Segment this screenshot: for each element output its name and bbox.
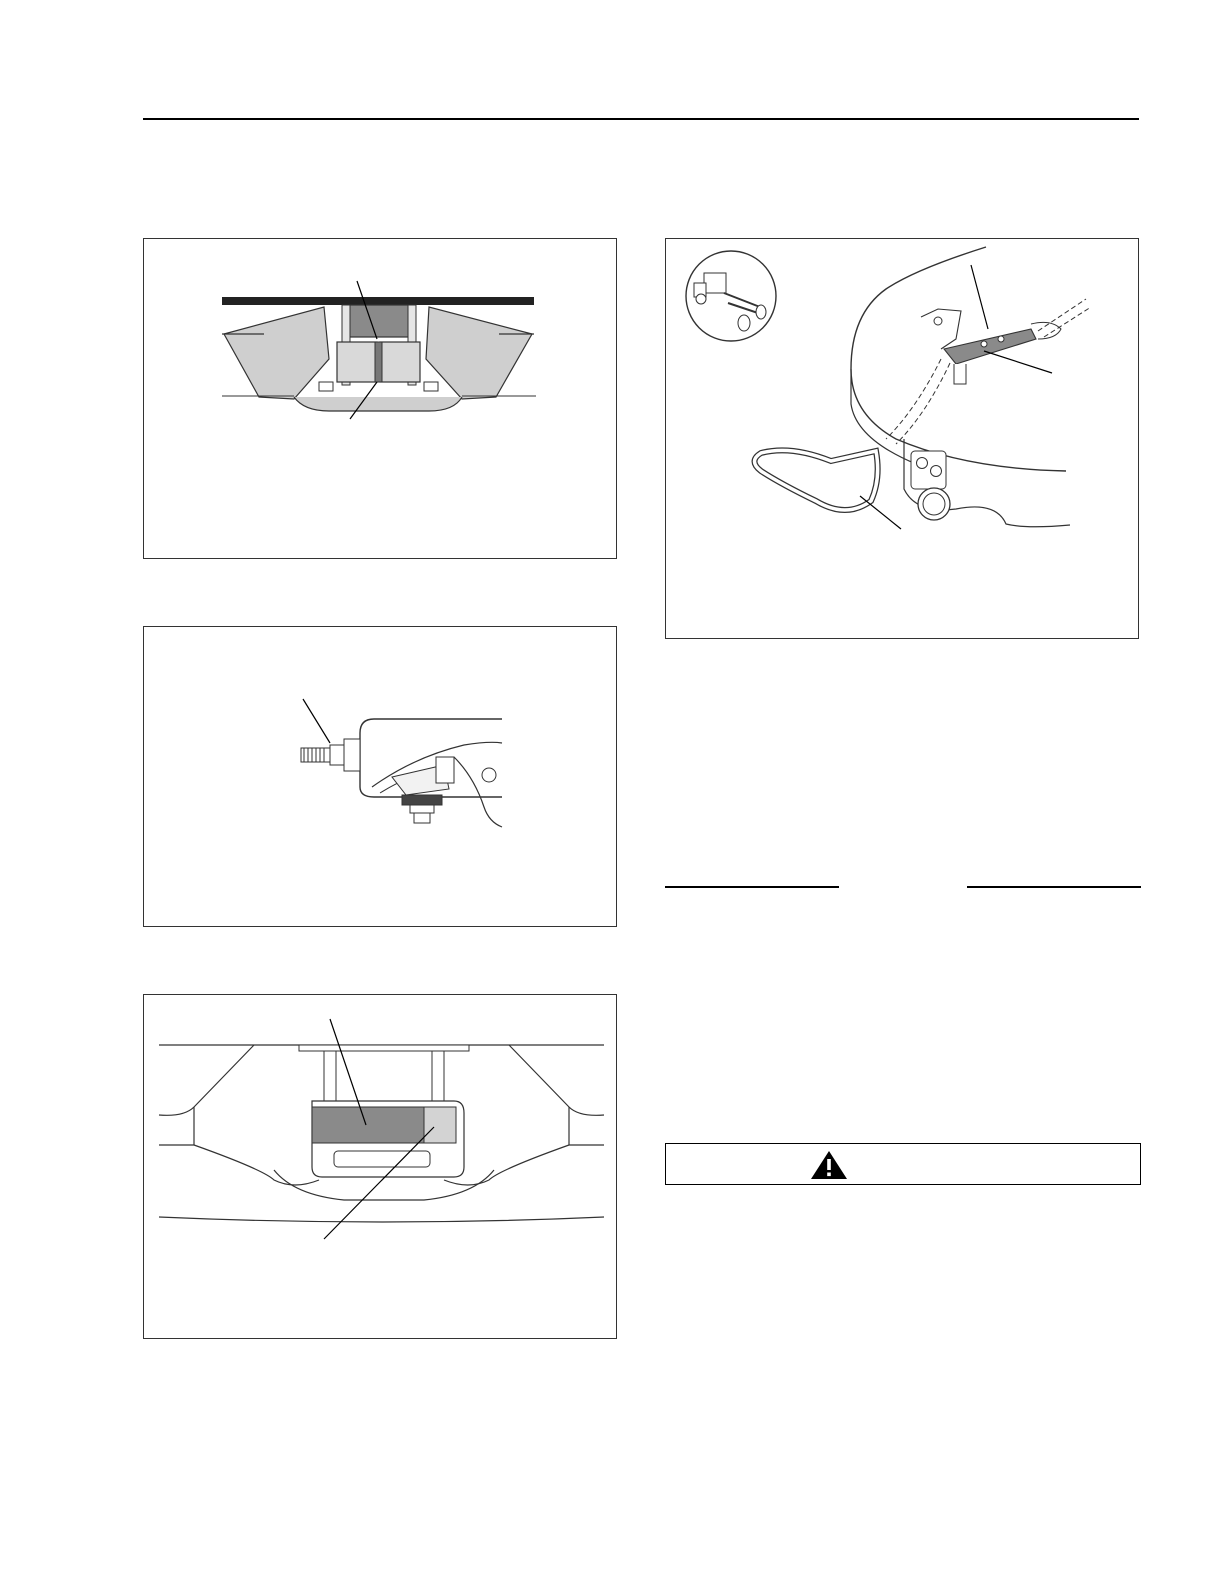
- warning-box: [665, 1143, 1141, 1185]
- jaw-assembly-drawing: [144, 239, 618, 560]
- adjustment-bolt-drawing: [144, 627, 618, 928]
- section-rule-right: [967, 886, 1141, 888]
- figure-jaw-shims: [143, 994, 617, 1339]
- header-rule: [143, 118, 1139, 120]
- figure-jaw-assembly: [143, 238, 617, 559]
- jaw-shims-drawing: [144, 995, 618, 1340]
- warning-triangle-icon: [810, 1150, 848, 1180]
- release-handle-drawing: [666, 239, 1140, 640]
- figure-release-handle: [665, 238, 1139, 639]
- figure-adjustment-bolt: [143, 626, 617, 927]
- section-rule-left: [665, 886, 839, 888]
